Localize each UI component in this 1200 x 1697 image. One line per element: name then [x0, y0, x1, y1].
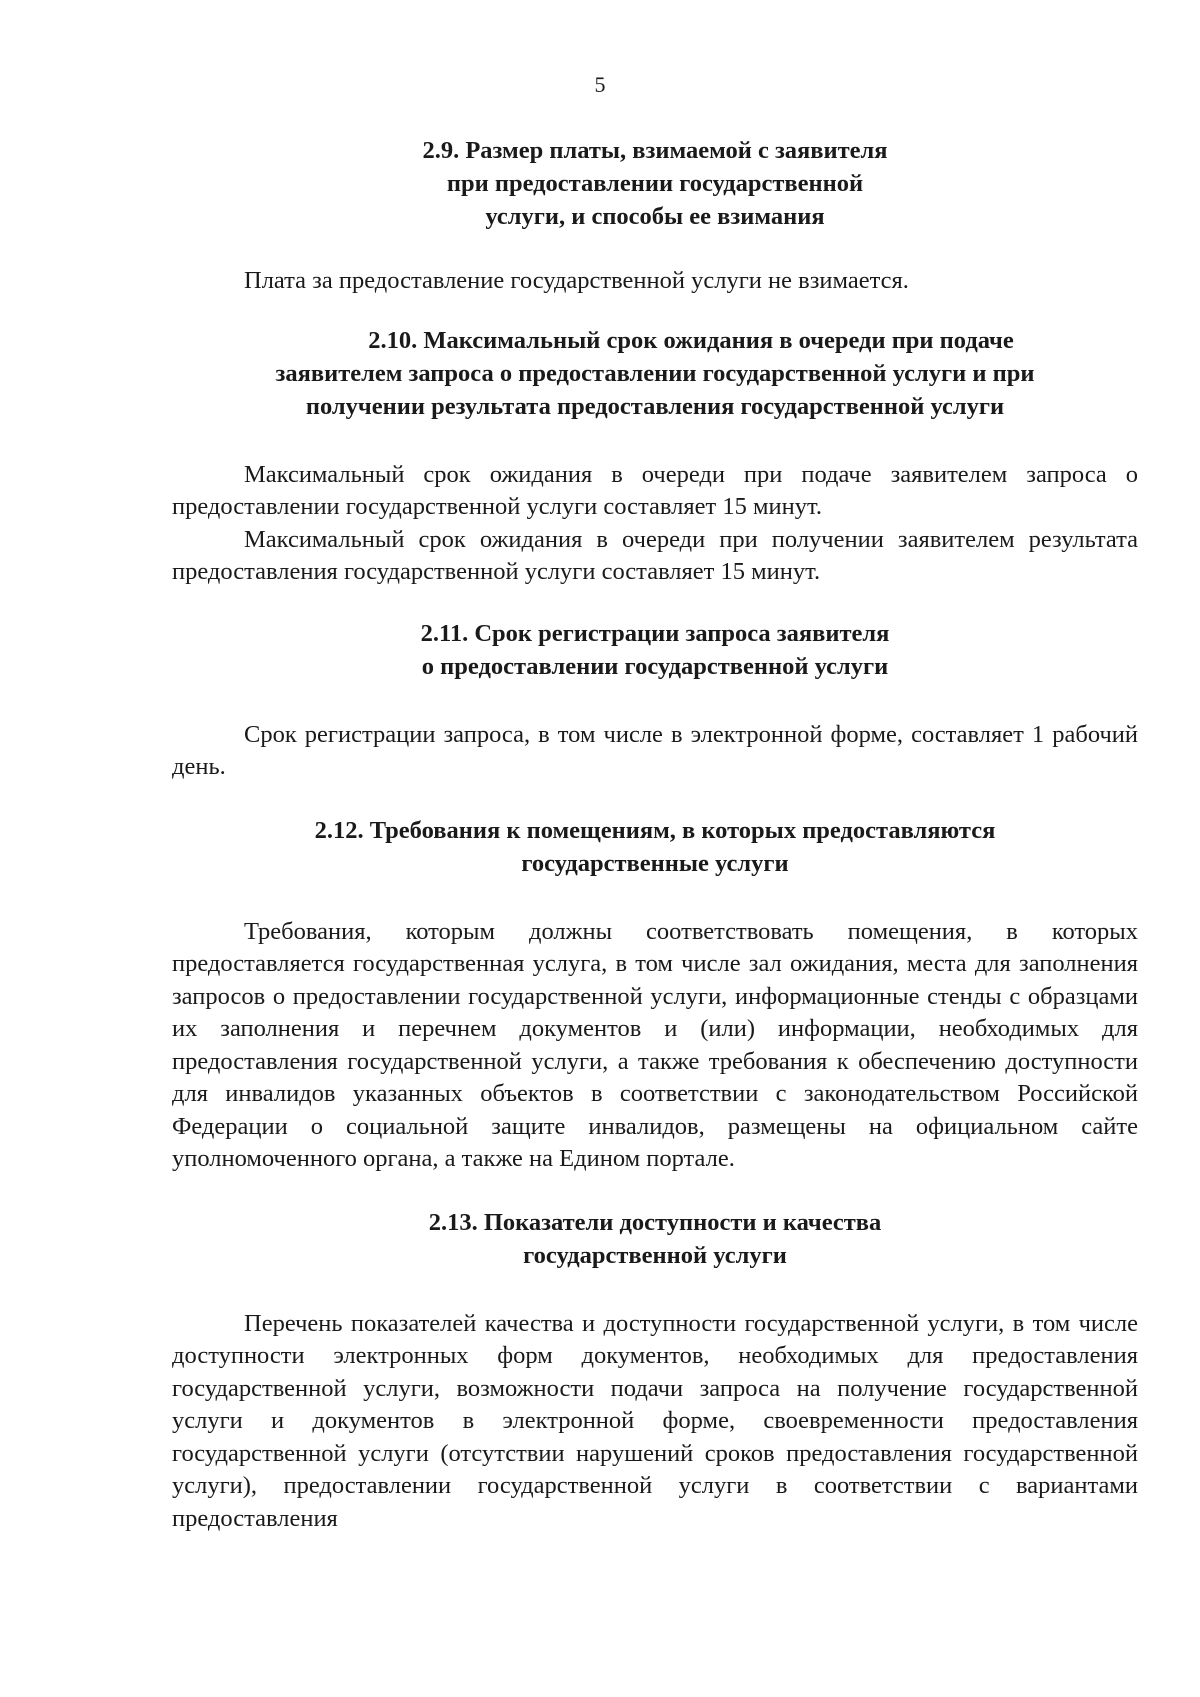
section-paragraph-2-11: Срок регистрации запроса, в том числе в электронной форме, составляет 1 рабочий день.: [172, 720, 1138, 780]
page-number: 5: [594, 72, 606, 97]
section-paragraph-2-13: Перечень показателей качества и доступности государственной услуги, в том числе доступности электронных форм документов, необходимых для предоставления государственной услуги, возможности подачи запроса на получение государственной услуги и документов в электронной форме, своевременности предоставления государственной услуги (отсутствии нарушений сроков предоставления государственной услуги), предоставлении государственной услуги в соответствии с вариантами предоставления: [172, 1309, 1138, 1532]
heading-line: государственной услуги: [523, 1241, 787, 1269]
heading-line: 2.12. Требования к помещениям, в которых предоставляются: [314, 816, 996, 844]
heading-line: о предоставлении государственной услуги: [421, 652, 889, 680]
section-paragraph-2-10-a: Максимальный срок ожидания в очереди при подаче заявителем запроса о предоставлении государственной услуги составляет 15 минут.: [172, 460, 1138, 520]
section-heading-2-11: [172, 617, 1138, 683]
section-paragraph-2-12: Требования, которым должны соответствовать помещения, в которых предоставляется государственная услуга, в том числе зал ожидания, места для заполнения запросов о предоставлении государственной услуги, информационные стенды с образцами их заполнения и перечнем документов и (или) информации, необходимых для предоставления государственной услуги, а также требования к обеспечению доступности для инвалидов указанных объектов в соответствии с законодательством Российской Федерации о социальной защите инвалидов, размещены на официальном сайте уполномоченного органа, а также на Едином портале.: [172, 917, 1138, 1172]
heading-line: услуги, и способы ее взимания: [485, 203, 825, 230]
heading-line: при предоставлении государственной: [446, 170, 864, 197]
section-paragraph-2-10-b: Максимальный срок ожидания в очереди при получении заявителем результата предоставления государственной услуги составляет 15 минут.: [172, 525, 1138, 585]
heading-line: 2.11. Срок регистрации запроса заявителя: [420, 619, 890, 647]
page-content: [172, 128, 1138, 1535]
heading-line: заявителем запроса о предоставлении государственной услуги и при: [275, 359, 1035, 387]
section-heading-2-12: [172, 814, 1138, 880]
heading-line: получении результата предоставления государственной услуги: [305, 392, 1005, 420]
section-heading-2-13: [172, 1206, 1138, 1272]
heading-line: 2.9. Размер платы, взимаемой с заявителя: [422, 137, 888, 164]
heading-line: 2.13. Показатели доступности и качества: [428, 1208, 882, 1236]
heading-line: 2.10. Максимальный срок ожидания в очереди при подаче: [368, 326, 1014, 354]
section-heading-2-10: [172, 324, 1138, 423]
section-paragraph-2-9: Плата за предоставление государственной услуги не взимается.: [244, 267, 909, 294]
heading-line: государственные услуги: [521, 849, 789, 877]
section-heading-2-9: [172, 134, 1138, 233]
